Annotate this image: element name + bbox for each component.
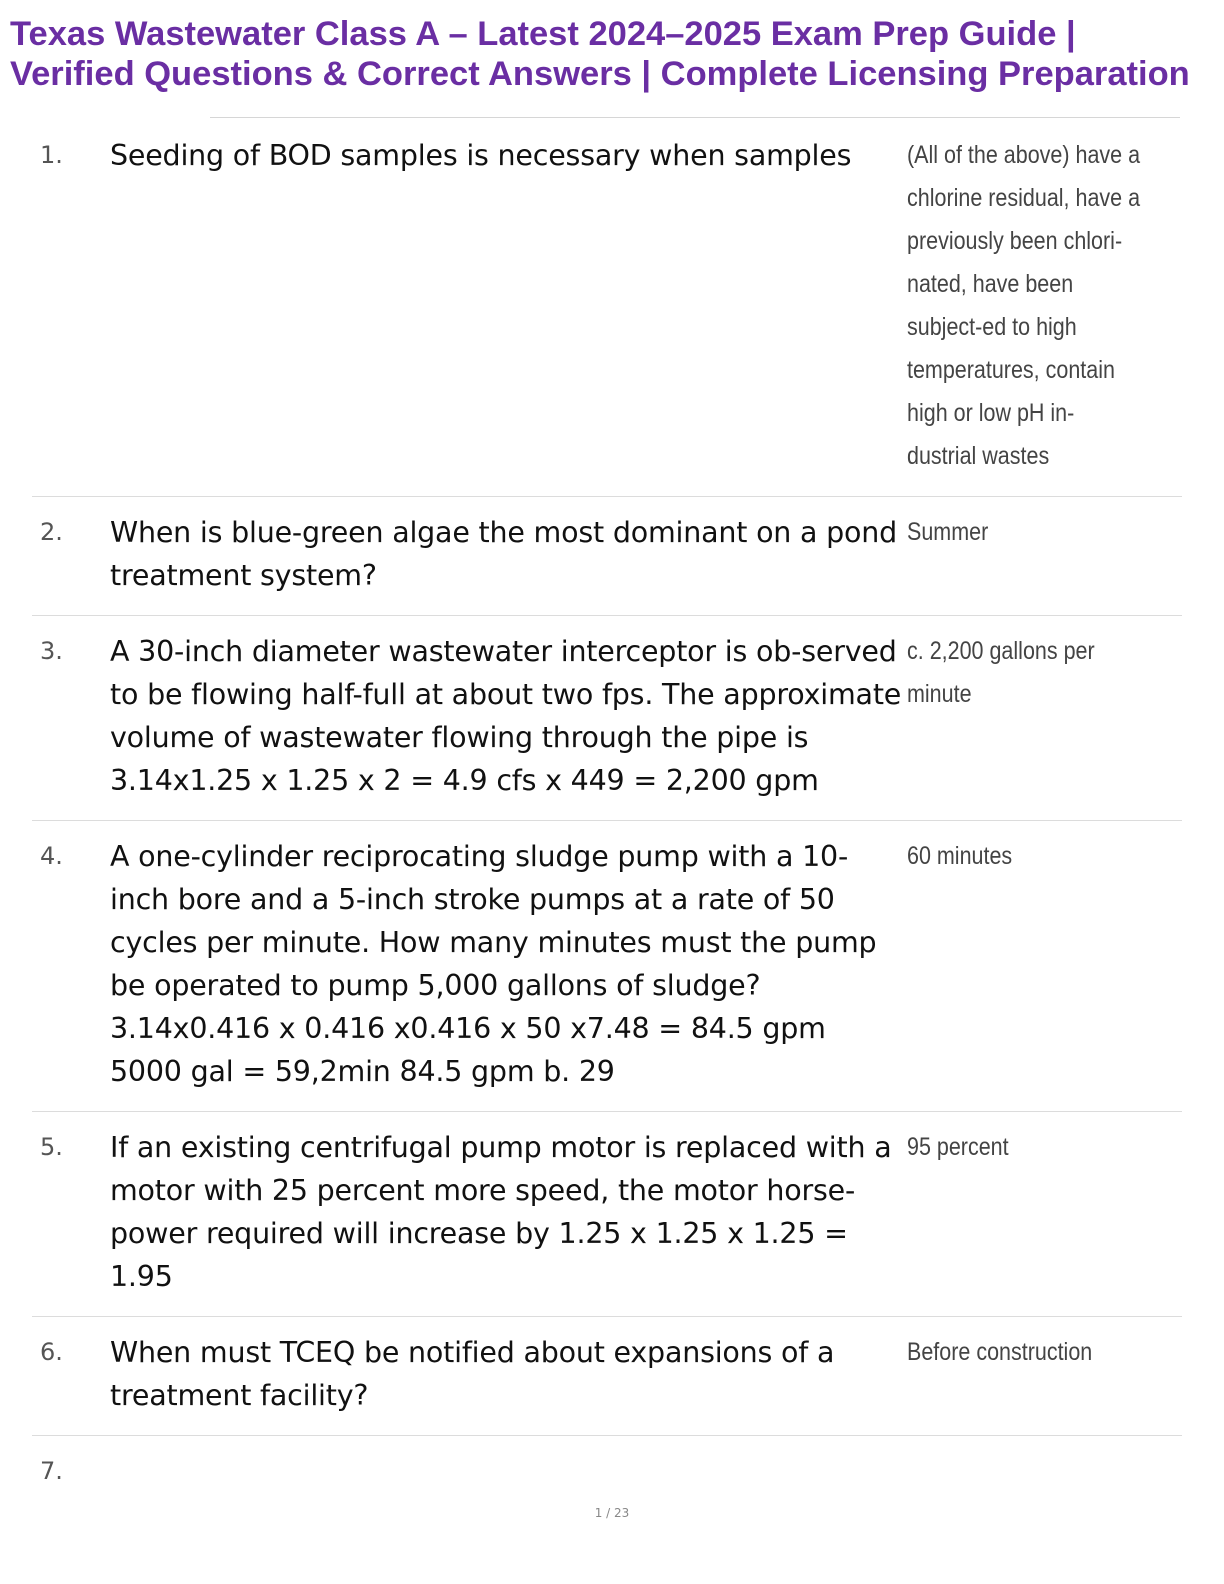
answer-text: (All of the above) have a chlorine residual, have a previously been chlori-nated, have been subject-ed to high temperatures, contain high or low pH in-dustrial wastes (907, 141, 1141, 470)
title-divider (210, 117, 1180, 118)
question-row (32, 1112, 1182, 1317)
question-text: When is blue-green algae the most dominant on a pond treatment system? (110, 516, 898, 592)
question-row (32, 616, 1182, 821)
question-number: 2. (40, 518, 63, 546)
question-number: 3. (40, 637, 63, 665)
question-row (32, 821, 1182, 1112)
question-text: When must TCEQ be notified about expansions of a treatment facility? (110, 1336, 835, 1412)
question-row (32, 497, 1182, 616)
answer-text: 60 minutes (907, 842, 1013, 870)
document-title: Texas Wastewater Class A – Latest 2024–2025 Exam Prep Guide | Verified Questions & Correct Answers | Complete Licensing Preparation (10, 15, 1190, 93)
answer-text: 95 percent (907, 1133, 1009, 1161)
question-row (32, 1436, 1182, 1511)
question-number: 7. (40, 1457, 63, 1485)
question-text: If an existing centrifugal pump motor is replaced with a motor with 25 percent more speed, the motor horse-power required will increase by 1.25 x 1.25 x 1.25 = 1.95 (110, 1131, 892, 1293)
question-text: A 30-inch diameter wastewater interceptor is ob-served to be flowing half-full at about two fps. The approximate volume of wastewater flowing through the pipe is 3.14x1.25 x 1.25 x 2 = 4.9 cfs x 449 = 2,200 gpm (110, 635, 902, 797)
question-row (32, 120, 1182, 497)
question-number: 4. (40, 842, 63, 870)
question-text: A one-cylinder reciprocating sludge pump with a 10-inch bore and a 5-inch stroke pumps at a rate of 50 cycles per minute. How many minutes must the pump be operated to pump 5,000 gallons of sludge? 3.14x0.416 x 0.416 x0.416 x 50 x7.48 = 84.5 gpm 5000 gal = 59,2min 84.5 gpm b. 29 (110, 840, 877, 1088)
question-number: 1. (40, 141, 63, 169)
question-text: Seeding of BOD samples is necessary when samples (110, 139, 852, 172)
question-number: 5. (40, 1133, 63, 1161)
answer-text: c. 2,200 gallons per minute (907, 637, 1095, 708)
page-indicator: 1 / 23 (594, 1506, 630, 1520)
answer-text: Summer (907, 518, 989, 546)
question-number: 6. (40, 1338, 63, 1366)
question-row (32, 1317, 1182, 1436)
answer-text: Before construction (907, 1338, 1093, 1366)
question-list (32, 120, 1182, 1511)
